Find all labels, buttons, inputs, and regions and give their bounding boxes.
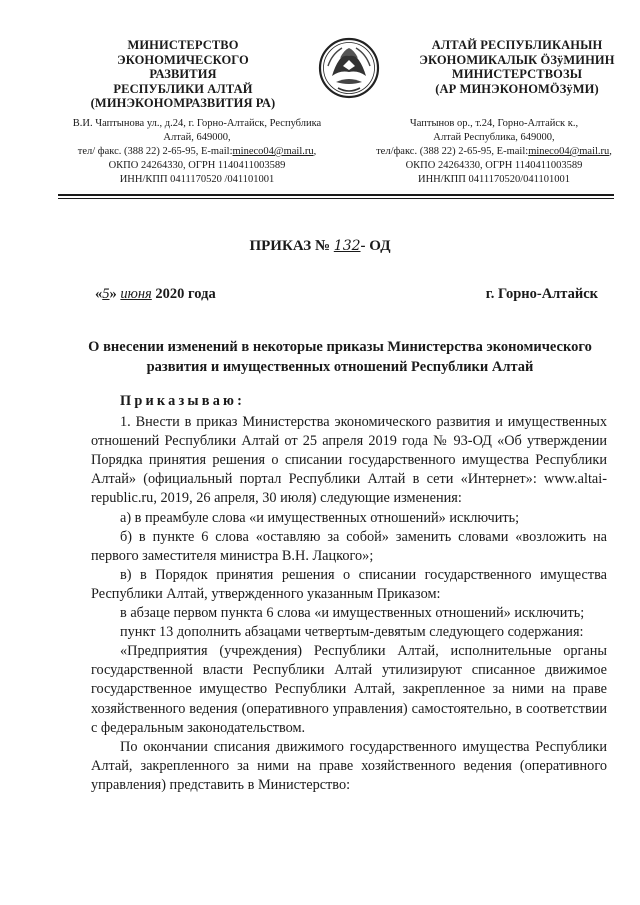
ministry-name-russian: МИНИСТЕРСТВО ЭКОНОМИЧЕСКОГО РАЗВИТИЯ РЕСПУБЛИКИ АЛТАЙ (МИНЭКОНОМРАЗВИТИЯ РА) bbox=[90, 38, 276, 110]
city: г. Горно-Алтайск bbox=[485, 286, 598, 302]
paragraph: а) в преамбуле слова «и имущественных отношений» исключить; bbox=[120, 509, 520, 526]
ministry-name-altai: АЛТАЙ РЕСПУБЛИКАНЫН ЭКОНОМИКАЛЫК ÖЗÿМИНИН МИНИСТЕРСТВОЗЫ (АР МИНЭКОНОМÖЗÿМИ) bbox=[419, 38, 615, 96]
order-date: «5» июня 2020 года bbox=[95, 286, 216, 302]
email-link[interactable]: mineco04@mail.ru bbox=[528, 146, 610, 157]
paragraph: По окончании списания движимого государственного имущества Республики Алтай, закрепленного за ними на праве хозяйственного ведения (оперативного управления) представить в Министерство: bbox=[91, 738, 607, 793]
paragraph: в) в Порядок принятия решения о списании государственного имущества Республики Алтай, утвержденного указанным Приказом: bbox=[91, 566, 607, 602]
address-block-altai: Чаптынов ор., т.24, Горно-Алтайск к., Алтай Республика, 649000, тел/факс. (388 22) 2-65-95, E-mail:mineco04@mail.ru, ОКПО 24264330, ОГРН 1140411003589 ИНН/КПП 0411170520/041101001 bbox=[376, 118, 612, 185]
paragraph: в абзаце первом пункта 6 слова «и имущественных отношений» исключить; bbox=[120, 605, 585, 622]
address-block-russian: В.И. Чаптынова ул., д.24, г. Горно-Алтайск, Республика Алтай, 649000, тел/ факс. (388 22) 2-65-95, E-mail:mineco04@mail.ru, ОКПО 24264330, ОГРН 1140411003589 ИНН/КПП 0411170520 /041101001 bbox=[72, 118, 322, 185]
order-heading: ПРИКАЗ № 132- ОД bbox=[249, 238, 391, 254]
paragraph: пункт 13 дополнить абзацами четвертым-девятым следующего содержания: bbox=[120, 624, 584, 641]
coat-of-arms-emblem bbox=[318, 36, 380, 100]
header-divider bbox=[58, 198, 614, 199]
email-link[interactable]: mineco04@mail.ru bbox=[232, 146, 314, 157]
paragraph: 1. Внести в приказ Министерства экономического развития и имущественных отношений Республики Алтай от 25 апреля 2019 года № 93-ОД «Об утверждении Порядка принятия решения о списании государственного имущества Республики Алтай» (официальный портал Республики Алтай в сети «Интернет»: www.altai-republic.ru, 2019, 26 апреля, 30 июля) следующие изменения: bbox=[91, 414, 607, 507]
paragraph: б) в пункте 6 слова «оставляю за собой» заменить словами «возложить на первого заместителя министра В.Н. Лацкого»; bbox=[91, 528, 607, 564]
order-number-handwritten: 132 bbox=[333, 238, 361, 254]
order-directive: Приказываю: bbox=[120, 393, 246, 409]
date-day-handwritten: 5 bbox=[102, 286, 110, 302]
date-month-handwritten: июня bbox=[120, 286, 152, 302]
document-title: О внесении изменений в некоторые приказы Министерства экономического развития и имущественных отношений Республики Алтай bbox=[88, 339, 592, 375]
header-divider bbox=[58, 194, 614, 196]
paragraph: «Предприятия (учреждения) Республики Алтай, исполнительные органы государственной власти Республики Алтай утилизируют списанное движимое государственное имущество Республики Алтай, закрепленное за ними на праве хозяйственного ведения (оперативного управления) самостоятельно, в соответствии с федеральным законодательством. bbox=[91, 643, 607, 736]
document-body bbox=[91, 392, 607, 795]
